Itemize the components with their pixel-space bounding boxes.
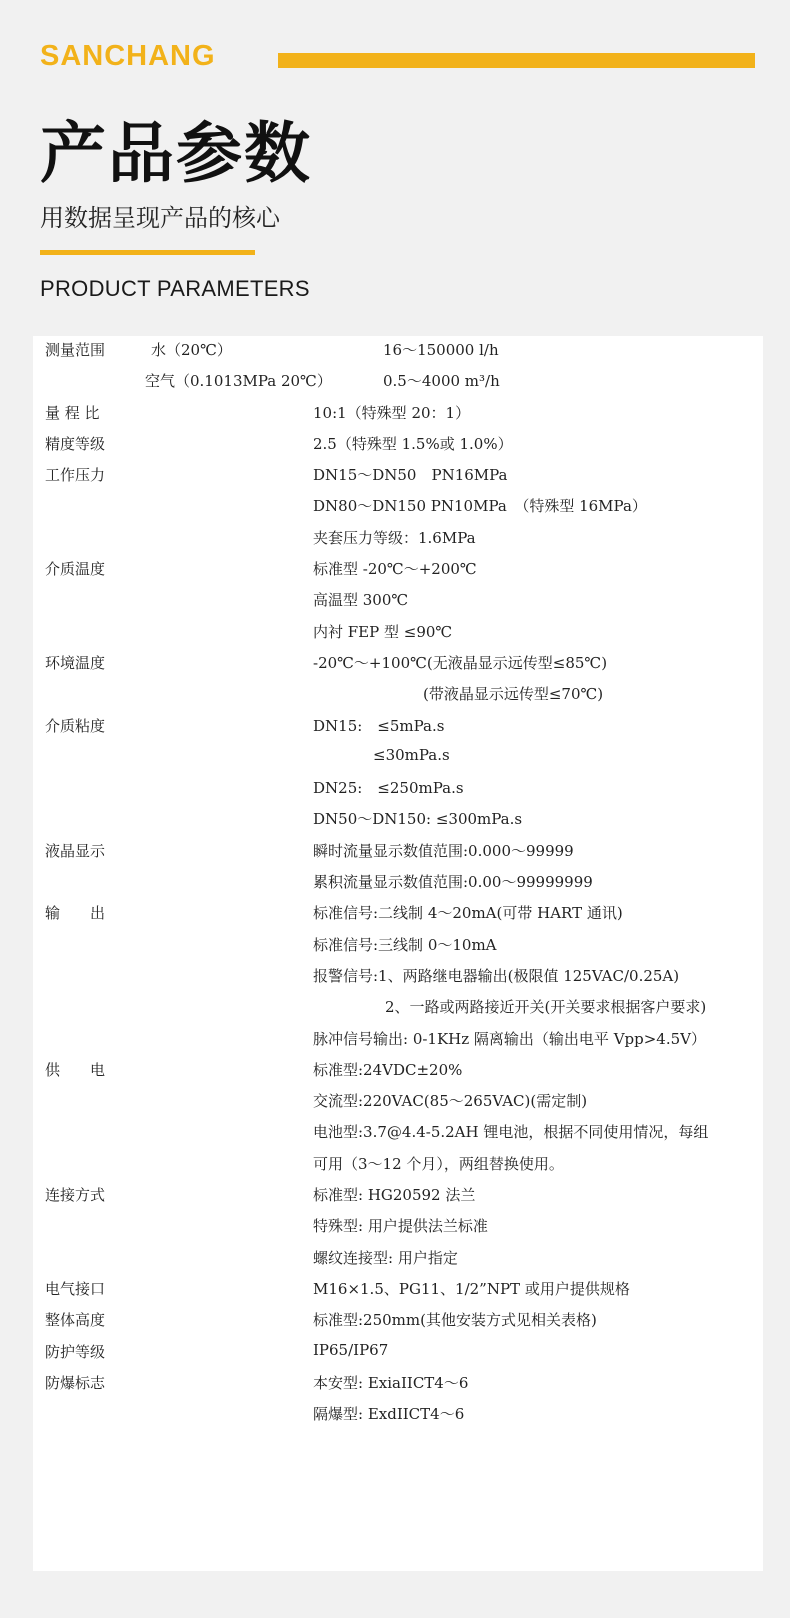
param-row	[33, 524, 763, 555]
param-row	[33, 399, 763, 430]
page-title: 产品参数	[40, 115, 312, 192]
parameters-panel	[33, 336, 763, 1571]
parameters-table	[33, 336, 763, 1431]
param-label: 整体高度	[45, 1311, 106, 1330]
param-label: 测量范围	[45, 341, 106, 359]
param-value: 特殊型: 用户提供法兰标准	[313, 1217, 488, 1236]
param-label: 介质温度	[45, 560, 106, 579]
param-value: 0.5～4000 m³/h	[383, 372, 500, 391]
param-row	[33, 993, 763, 1024]
param-value: 累积流量显示数值范围:0.00～99999999	[313, 873, 593, 892]
param-row	[33, 367, 763, 398]
param-value: 高温型 300℃	[313, 591, 409, 610]
param-value: 瞬时流量显示数值范围:0.000～99999	[313, 841, 574, 860]
param-value: M16×1.5、PG11、1/2”NPT 或用户提供规格	[313, 1279, 630, 1298]
param-medium: 水（20℃）	[151, 341, 232, 359]
param-row	[33, 1056, 763, 1087]
param-label: 电气接口	[45, 1279, 106, 1298]
param-row	[33, 1338, 763, 1369]
param-value: (带液晶显示远传型≤70℃)	[423, 685, 604, 704]
param-value: 10:1（特殊型 20：1）	[313, 403, 471, 422]
param-row	[33, 931, 763, 962]
param-value: IP65/IP67	[313, 1340, 389, 1359]
param-row	[33, 649, 763, 680]
param-row	[33, 336, 763, 367]
param-value: 隔爆型: ExdIICT4～6	[313, 1405, 465, 1424]
param-row	[33, 1150, 763, 1181]
brand-accent-bar	[278, 53, 755, 68]
brand-logo: SANCHANG	[40, 40, 216, 72]
param-value: 报警信号:1、两路继电器输出(极限值 125VAC/0.25A)	[313, 966, 680, 985]
param-label: 防护等级	[45, 1342, 106, 1361]
param-value: 16～150000 l/h	[383, 341, 499, 359]
param-value: 螺纹连接型: 用户指定	[313, 1248, 458, 1267]
param-value: 夹套压力等级：1.6MPa	[313, 528, 476, 547]
param-value: 标准型: HG20592 法兰	[313, 1186, 476, 1205]
param-row	[33, 555, 763, 586]
param-row	[33, 1118, 763, 1149]
param-value: -20℃～+100℃(无液晶显示远传型≤85℃)	[313, 653, 608, 672]
param-row	[33, 962, 763, 993]
param-row	[33, 1025, 763, 1056]
param-row	[33, 618, 763, 649]
param-row	[33, 774, 763, 805]
subtitle-underline	[40, 250, 255, 255]
param-label: 连接方式	[45, 1186, 106, 1205]
param-value: 脉冲信号输出: 0-1KHz 隔离输出（输出电平 Vpp>4.5V）	[313, 1029, 706, 1048]
param-row	[33, 1087, 763, 1118]
param-label: 环境温度	[45, 653, 106, 672]
param-label: 精度等级	[45, 434, 106, 453]
param-value: DN50～DN150: ≤300mPa.s	[313, 810, 523, 829]
param-row	[33, 837, 763, 868]
param-value: 2.5（特殊型 1.5%或 1.0%）	[313, 434, 513, 453]
param-row	[33, 430, 763, 461]
english-title: PRODUCT PARAMETERS	[40, 276, 310, 301]
param-row	[33, 1400, 763, 1431]
param-label: 介质粘度	[45, 716, 106, 735]
param-value: 本安型: ExiaIICT4～6	[313, 1373, 469, 1392]
param-label: 工作压力	[45, 466, 106, 485]
param-row	[33, 743, 763, 774]
param-value: 标准型 -20℃～+200℃	[313, 560, 477, 579]
param-row	[33, 1181, 763, 1212]
param-value: 标准型:24VDC±20%	[313, 1060, 463, 1079]
param-row	[33, 868, 763, 899]
param-row	[33, 712, 763, 743]
param-value: 电池型:3.7@4.4-5.2AH 锂电池，根据不同使用情况，每组	[313, 1123, 709, 1142]
param-row	[33, 1244, 763, 1275]
param-row	[33, 680, 763, 711]
param-row	[33, 1212, 763, 1243]
param-row	[33, 586, 763, 617]
param-value: DN25: ≤250mPa.s	[313, 779, 464, 798]
param-medium: 空气（0.1013MPa 20℃）	[145, 372, 332, 391]
param-row	[33, 1369, 763, 1400]
param-label: 输 出	[45, 904, 106, 923]
param-value: DN15: ≤5mPa.s	[313, 716, 445, 735]
param-row	[33, 1306, 763, 1337]
param-label: 量 程 比	[45, 403, 100, 422]
param-label: 供 电	[45, 1060, 106, 1079]
param-label: 防爆标志	[45, 1373, 106, 1392]
page-subtitle: 用数据呈现产品的核心	[40, 204, 280, 232]
param-value: 内衬 FEP 型 ≤90℃	[313, 622, 453, 641]
param-value: 2、一路或两路接近开关(开关要求根据客户要求)	[385, 998, 707, 1017]
param-value: 交流型:220VAC(85～265VAC)(需定制)	[313, 1092, 588, 1111]
param-value: 标准信号:三线制 0～10mA	[313, 935, 497, 954]
param-row	[33, 1275, 763, 1306]
param-row	[33, 899, 763, 930]
param-value: DN15～DN50 PN16MPa	[313, 466, 508, 485]
param-value: ≤30mPa.s	[373, 745, 450, 764]
param-label: 液晶显示	[45, 841, 106, 860]
param-value: 可用（3～12 个月），两组替换使用。	[313, 1154, 564, 1173]
param-row	[33, 461, 763, 492]
param-row	[33, 805, 763, 836]
param-value: 标准型:250mm(其他安装方式见相关表格)	[313, 1311, 597, 1330]
param-value: 标准信号:二线制 4～20mA(可带 HART 通讯)	[313, 904, 623, 923]
param-row	[33, 492, 763, 523]
param-value: DN80～DN150 PN10MPa （特殊型 16MPa）	[313, 497, 647, 516]
